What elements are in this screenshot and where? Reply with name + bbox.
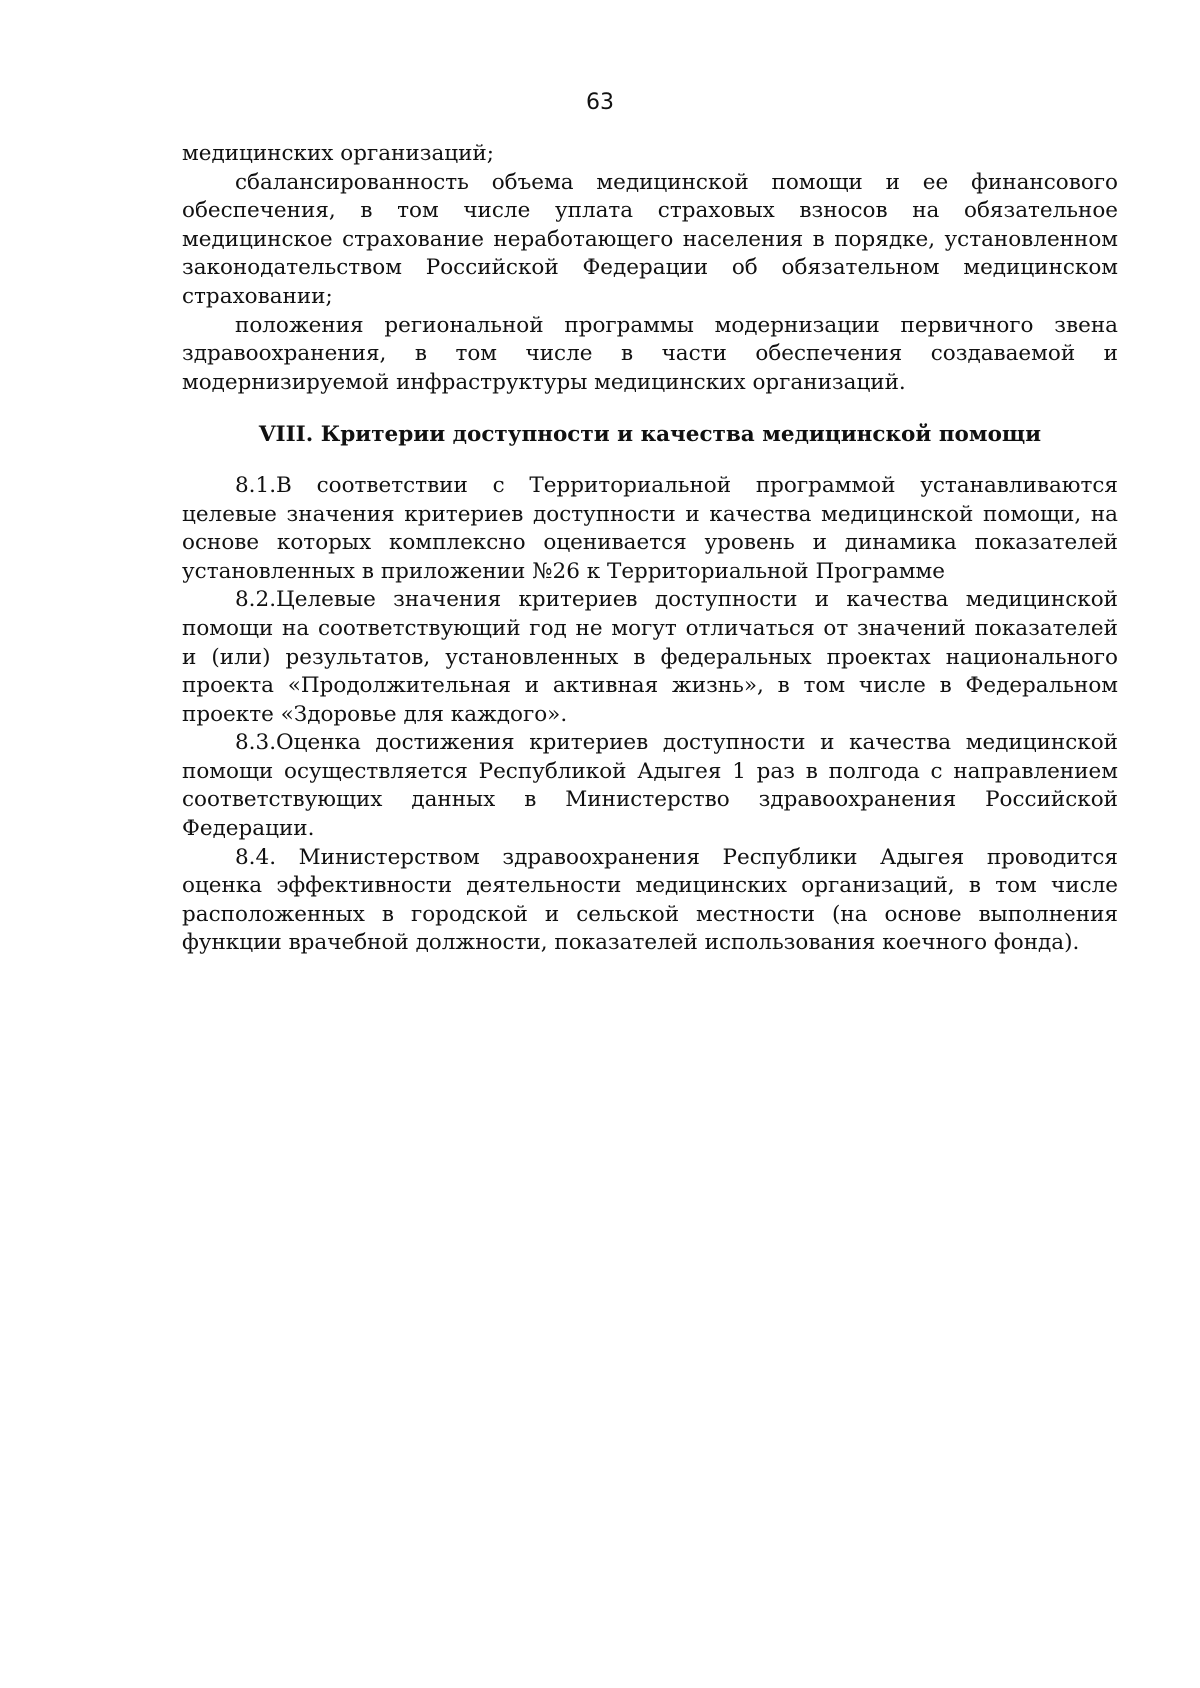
paragraph-modernization: положения региональной программы модернизации первичного звена здравоохранения, в том числе в части обеспечения создаваемой и модернизируемой инфраструктуры медицинских организаций. <box>182 312 1118 395</box>
paragraph-balance: сбалансированность объема медицинской помощи и ее финансового обеспечения, в том числе уплата страховых взносов на обязательное медицинское страхование неработающего населения в порядке, установленном законодательством Российской Федерации об обязательном медицинском страховании; <box>182 169 1118 309</box>
paragraph-8-2: 8.2.Целевые значения критериев доступности и качества медицинской помощи на соответствующий год не могут отличаться от значений показателей и (или) результатов, установленных в федеральных проектах национального проекта «Продолжительная и активная жизнь», в том числе в Федеральном проекте «Здоровье для каждого». <box>182 587 1118 727</box>
paragraph-8-4: 8.4. Министерством здравоохранения Республики Адыгея проводится оценка эффективности деятельности медицинских организаций, в том числе расположенных в городской и сельской местности (на основе выполнения функции врачебной должности, показателей использования коечного фонда). <box>182 844 1118 956</box>
paragraph-continuation: медицинских организаций; <box>182 141 494 166</box>
page-number: 63 <box>586 90 614 115</box>
paragraph-8-3: 8.3.Оценка достижения критериев доступности и качества медицинской помощи осуществляется Республикой Адыгея 1 раз в полгода с направлением соответствующих данных в Министерство здравоохранения Российской Федерации. <box>182 730 1118 842</box>
document-body <box>182 140 1118 958</box>
section-heading: VIII. Критерии доступности и качества медицинской помощи <box>258 422 1042 448</box>
paragraph-8-1: 8.1.В соответствии с Территориальной программой устанавливаются целевые значения критериев доступности и качества медицинской помощи, на основе которых комплексно оценивается уровень и динамика показателей установленных в приложении №26 к Территориальной Программе <box>182 472 1118 584</box>
